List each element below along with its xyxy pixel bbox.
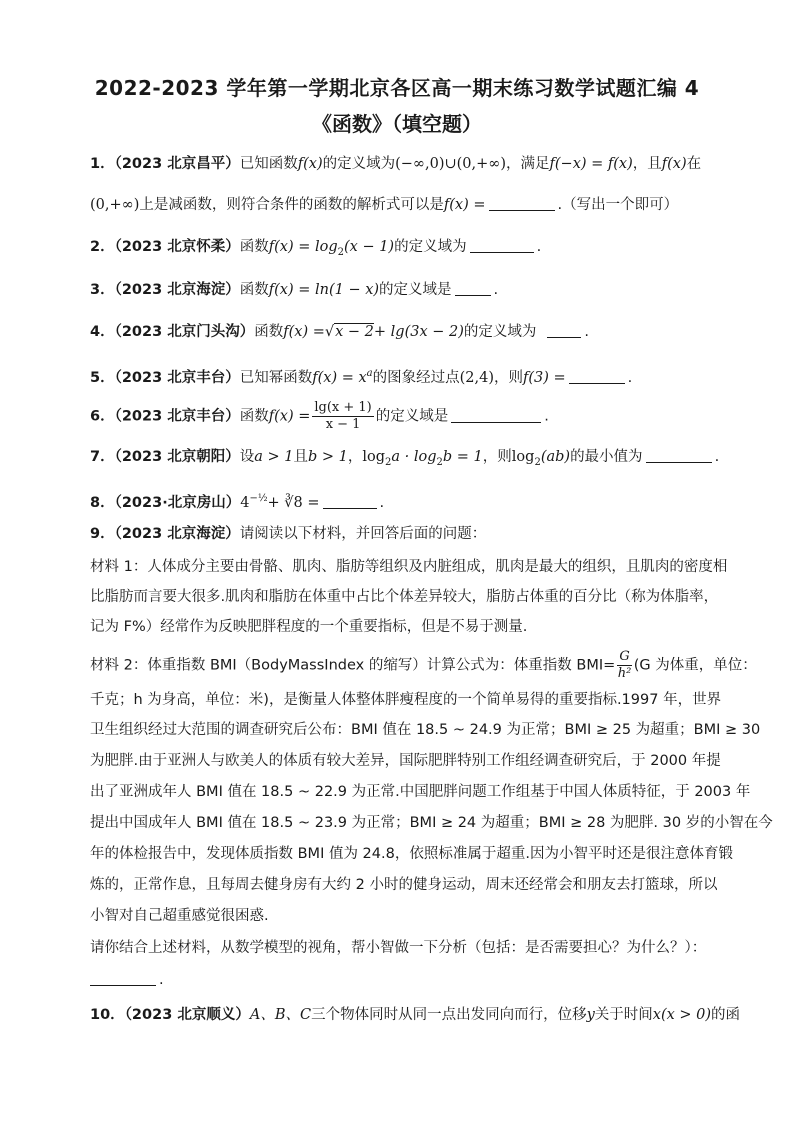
question-1-line-2: (0,+∞)上是减函数，则符合条件的函数的解析式可以是f(x) = .（写出一个即可） — [90, 194, 708, 216]
answer-blank[interactable] — [547, 321, 581, 338]
math: 4 — [240, 495, 250, 511]
material-2-line: 为肥胖.由于亚洲人与欧美人的体质有较大差异，国际肥胖特别工作组经调查研究后，于 2000 年提 — [90, 753, 721, 769]
question-number: 9． — [90, 526, 115, 542]
question-2: 2．（2023 北京怀柔）函数$f(x) = \log_2(x - 1)$的定义域为 . — [90, 236, 708, 264]
question-number: 8． — [90, 495, 115, 511]
material-2-line: 出了亚洲成年人 BMI 值在 18.5 ~ 22.9 为正常.中国肥胖问题工作组基于中国人体质特征，于 2003 年 — [90, 784, 751, 800]
question-source: （2023·北京房山） — [114, 495, 241, 511]
math: f(x) = — [268, 408, 311, 425]
sqrt-sign: √ — [324, 324, 335, 340]
question-source: （2023 北京门头沟） — [114, 324, 255, 340]
math: log — [362, 449, 386, 465]
math: f(x) — [297, 156, 323, 172]
question-source: （2023 北京怀柔） — [114, 239, 240, 255]
question-source: （2023 北京顺义） — [124, 1007, 250, 1023]
math: f(x) = log — [268, 239, 338, 255]
material-1-line: 记为 F%）经常作为反映肥胖程度的一个重要指标，但是不易于测量. — [90, 619, 528, 635]
page-title: 2022-2023 学年第一学期北京各区高一期末练习数学试题汇编 4 — [94, 76, 700, 100]
math: b = 1 — [442, 449, 483, 465]
math: log — [511, 449, 535, 465]
material-2-line: 炼的，正常作息，且每周去健身房有大约 2 小时的健身运动，周末还经常会和朋友去打篮球，所以 — [90, 877, 718, 893]
question-number: 5． — [90, 370, 115, 386]
math: f(3) = — [523, 370, 566, 386]
question-number: 10． — [90, 1007, 125, 1023]
answer-blank[interactable] — [323, 492, 377, 509]
question-number: 7． — [90, 449, 115, 465]
question-source: （2023 北京昌平） — [114, 156, 240, 172]
answer-blank[interactable] — [455, 279, 491, 296]
math: A、B、C — [249, 1007, 312, 1023]
fraction: $\frac{G}{\text{h²}}$ — [617, 649, 632, 681]
math: (−∞,0)∪(0,+∞) — [395, 156, 507, 172]
math: f(x) — [661, 156, 687, 172]
math: x(x > 0) — [652, 1007, 712, 1023]
question-source: （2023 北京丰台） — [114, 370, 240, 386]
math: b > 1 — [308, 449, 348, 465]
math: x − 2 — [335, 324, 374, 340]
question-source: （2023 北京海淀） — [114, 526, 240, 542]
question-number: 2． — [90, 239, 115, 255]
math: f(x) = ln(1 − x) — [268, 282, 380, 298]
material-2-line: 年的体检报告中，发现体质指数 BMI 值为 24.8，依照标准属于超重.因为小智平时还是很注意体育锻 — [90, 846, 733, 862]
math: + ∛8 = — [267, 495, 320, 511]
material-2-line: 提出中国成年人 BMI 值在 18.5 ~ 23.9 为正常；BMI ≥ 24 为超重；BMI ≥ 28 为肥胖. 30 岁的小智在今 — [90, 815, 773, 831]
answer-blank[interactable] — [646, 446, 712, 463]
answer-blank[interactable] — [569, 367, 625, 384]
question-6: 6．（2023 北京丰台）函数f(x) = $\frac{\lg(x + 1)}{x - 1}$ 的定义域是 . — [90, 400, 549, 432]
page-subtitle: 《函数》（填空题） — [312, 112, 482, 136]
math: f(−x) = f(x) — [549, 156, 633, 172]
question-5: 5．（2023 北京丰台）已知幂函数$f(x) = x^a$的图象经过点(2,4)，则f(3) = . — [90, 368, 633, 386]
material-2-line: 卫生组织经过大范围的调查研究后公布：BMI 值在 18.5 ~ 24.9 为正常；BMI ≥ 25 为超重；BMI ≥ 30 — [90, 722, 761, 738]
math: (ab) — [540, 449, 571, 465]
question-number: 1． — [90, 156, 115, 172]
material-2-line: 小智对自己超重感觉很困惑. — [90, 908, 269, 924]
material-1-line: 比脂肪而言要大很多.肌肉和脂肪在体重中占比个体差异较大，脂肪占体重的百分比（称为体脂率， — [90, 589, 719, 605]
question-4: 4．（2023 北京门头沟）函数f(x) =√x − 2+ lg(3x − 2)的定义域为 . — [90, 321, 708, 343]
question-number: 6． — [90, 408, 115, 425]
question-8: 8．（2023·北京房山）$4^{-\frac{1}{2}}+$ ∛8 = . — [90, 493, 385, 511]
math: a · log — [391, 449, 437, 465]
math: (0,+∞) — [90, 197, 140, 213]
answer-blank[interactable] — [489, 194, 555, 211]
question-number: 4． — [90, 324, 115, 340]
math: (2,4) — [459, 370, 494, 386]
math: f(x) = x — [312, 370, 367, 386]
question-9-ask: 请你结合上述材料，从数学模型的视角，帮小智做一下分析（包括：是否需要担心？为什么？）： — [90, 940, 707, 956]
question-9-intro: 9．（2023 北京海淀）请阅读以下材料，并回答后面的问题： — [90, 526, 487, 542]
math: + lg(3x − 2) — [373, 324, 464, 340]
material-2-line: 材料 2：体重指数 BMI（BodyMassIndex 的缩写）计算公式为：体重指数 BMI= $\frac{G}{\text{h²}}$ (G 为体重，单位： — [90, 649, 757, 681]
math: y — [586, 1007, 595, 1023]
question-3: 3．（2023 北京海淀）函数f(x) = ln(1 − x)的定义域是 . — [90, 279, 708, 301]
fraction: $\frac{\lg(x + 1)}{x - 1}$ — [314, 400, 372, 432]
question-9-answer: . — [90, 969, 708, 991]
question-number: 3． — [90, 282, 115, 298]
math: a > 1 — [254, 449, 294, 465]
question-1-line-1: 1．（2023 北京昌平）已知函数f(x)的定义域为(−∞,0)∪(0,+∞)，满足f(−x) = f(x)，且f(x)在 — [90, 156, 702, 172]
math: f(x) = — [443, 197, 486, 213]
math: f(x) = — [283, 324, 325, 340]
answer-blank[interactable] — [451, 406, 541, 423]
material-2-line: 千克；h 为身高，单位：米)，是衡量人体整体胖瘦程度的一个简单易得的重要指标.1997 年，世界 — [90, 692, 722, 708]
answer-blank[interactable] — [470, 236, 534, 253]
material-1-line: 材料 1：人体成分主要由骨骼、肌肉、脂肪等组织及内脏组成，肌肉是最大的组织，且肌肉的密度相 — [90, 559, 728, 575]
question-10: 10．（2023 北京顺义）A、B、C三个物体同时从同一点出发同向而行，位移y关于时间x(x > 0)的函 — [90, 1007, 741, 1023]
question-7: 7．（2023 北京朝阳）设a > 1且b > 1，$\log_2a \cdot \log_2b = 1$，则$\log_2(ab)$的最小值为 . — [90, 446, 708, 474]
math: (x − 1) — [344, 239, 395, 255]
question-source: （2023 北京海淀） — [114, 282, 240, 298]
answer-blank[interactable] — [90, 969, 156, 986]
question-source: （2023 北京朝阳） — [114, 449, 240, 465]
question-source: （2023 北京丰台） — [114, 408, 240, 425]
